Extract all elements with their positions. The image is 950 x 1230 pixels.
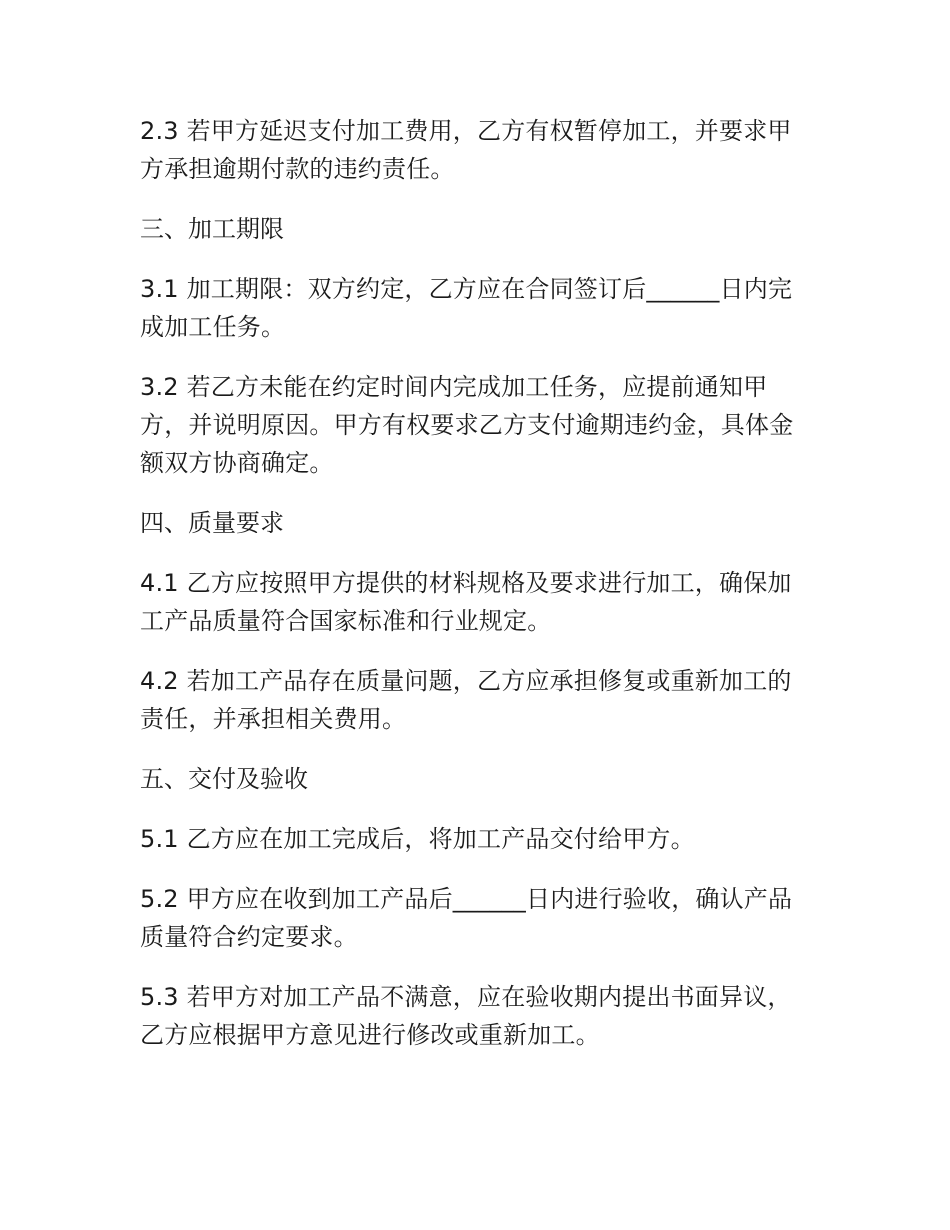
clause-5-1: 5.1 乙方应在加工完成后，将加工产品交付给甲方。	[140, 825, 695, 853]
clause-5-2: 5.2 甲方应在收到加工产品后______日内进行验收，确认产品质量符合约定要求。	[140, 885, 793, 951]
clause-5-3: 5.3 若甲方对加工产品不满意，应在验收期内提出书面异议，乙方应根据甲方意见进行修改或重新加工。	[140, 983, 792, 1049]
section-heading-3: 三、加工期限	[140, 215, 284, 243]
document-page	[140, 112, 812, 1076]
clause-4-2: 4.2 若加工产品存在质量问题，乙方应承担修复或重新加工的责任，并承担相关费用。	[140, 667, 792, 733]
section-heading-5: 五、交付及验收	[140, 765, 308, 793]
clause-4-1: 4.1 乙方应按照甲方提供的材料规格及要求进行加工，确保加工产品质量符合国家标准和行业规定。	[140, 569, 792, 635]
clause-2-3: 2.3 若甲方延迟支付加工费用，乙方有权暂停加工，并要求甲方承担逾期付款的违约责任。	[140, 117, 792, 183]
clause-3-1: 3.1 加工期限：双方约定，乙方应在合同签订后______日内完成加工任务。	[140, 275, 793, 341]
clause-3-2: 3.2 若乙方未能在约定时间内完成加工任务，应提前通知甲方，并说明原因。甲方有权要求乙方支付逾期违约金，具体金额双方协商确定。	[140, 373, 794, 477]
section-heading-4: 四、质量要求	[140, 509, 284, 537]
